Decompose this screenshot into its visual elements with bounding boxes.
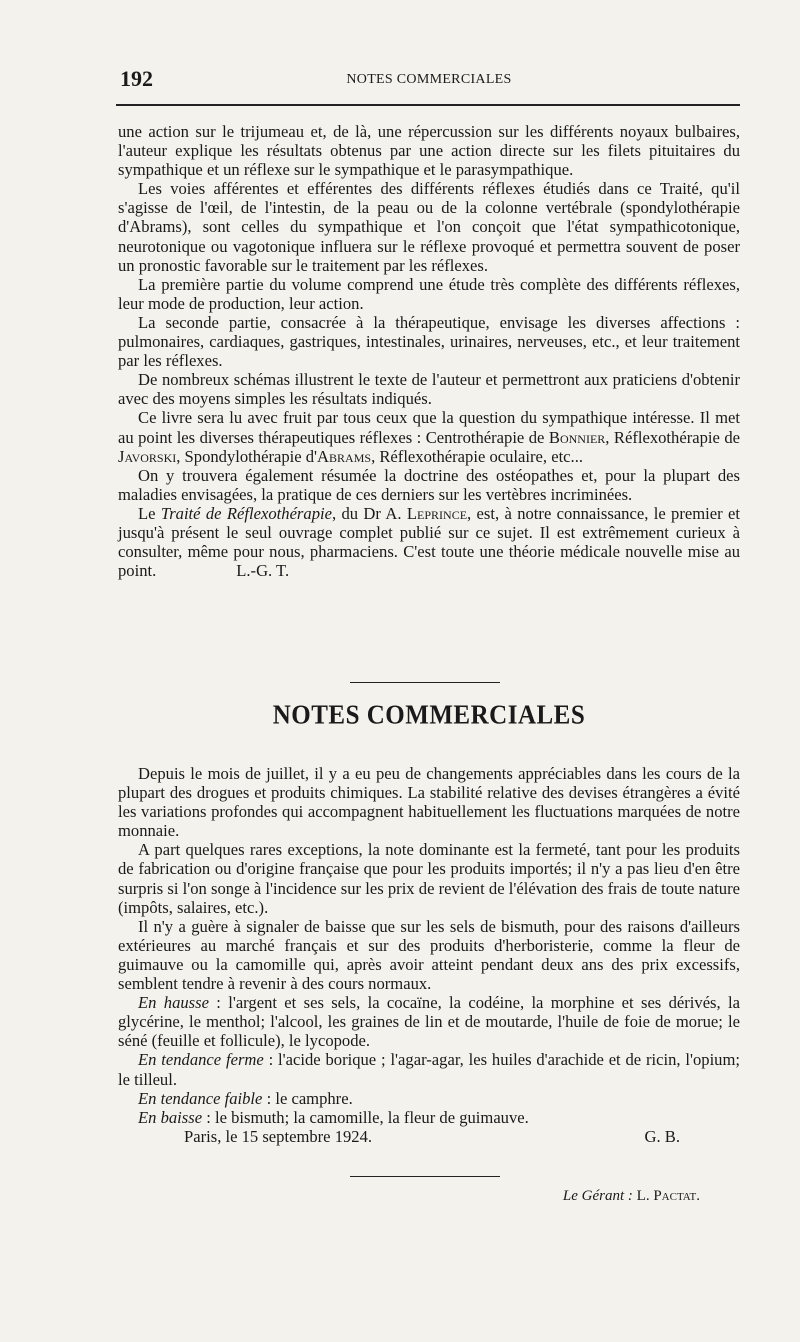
notes-paragraph: A part quelques rares exceptions, la note dominante est la fermeté, tant pour les produits de fabrication ou d'origine française que pour les produits importés; il n'y a pas lieu d'en être surpris si l'on songe à l'incidence sur les prix de revient de l'élévation des frais de toute nature (impôts, salaires, etc.). <box>118 840 740 917</box>
page-header <box>118 66 740 106</box>
review-paragraph: Les voies afférentes et efférentes des différents réflexes étudiés dans ce Traité, qu'il s'agisse de l'œil, de l'intestin, de la peau ou de la colonne vertébrale (spondylothérapie d'Abrams), sont celles du sympathique et l'on conçoit que l'état sympathicotonique, neurotonique ou vagotonique influera sur le réflexe provoqué et permettra souvent de poser un pronostic favorable sur le traitement par les réflexes. <box>118 179 740 275</box>
firm-trend-entry <box>118 1050 740 1088</box>
book-title: Traité de Réflexothérapie <box>160 503 332 523</box>
text-run: , du Dr A. <box>331 503 407 523</box>
review-paragraph: La première partie du volume comprend une étude très complète des différents réflexes, leur mode de production, leur action. <box>118 274 740 313</box>
notes-signature: G. B. <box>644 1126 680 1146</box>
author-name: Javorski <box>118 446 177 466</box>
entry-text: : l'acide borique ; l'agar-agar, les huiles d'arachide et de ricin, l'opium; le tilleul. <box>118 1050 741 1089</box>
section-divider <box>350 682 500 683</box>
weak-trend-entry <box>118 1089 740 1108</box>
text-run: , Réflexothérapie de <box>605 427 740 447</box>
book-review <box>118 122 740 580</box>
price-rise-entry <box>118 993 740 1050</box>
manager-name: L. Pactat. <box>636 1188 700 1204</box>
review-paragraph: On y trouvera également résumée la doctrine des ostéopathes et, pour la plupart des maladies envisagées, la pratique de ces derniers sur les vertèbres incriminées. <box>118 465 740 504</box>
page-number: 192 <box>120 66 153 91</box>
end-divider <box>350 1176 500 1177</box>
entry-text: : le camphre. <box>262 1088 353 1108</box>
text-run: , Spondylothérapie d' <box>176 446 318 466</box>
author-name: Leprince <box>406 503 468 523</box>
text-run: Ce livre sera lu avec fruit par tous ceux que la question du sympathique intéresse. Il met au point les diverses thérapeutiques réflexes : Centrothérapie de <box>118 408 740 447</box>
price-drop-entry <box>118 1108 740 1127</box>
entry-label: En tendance faible <box>138 1088 263 1108</box>
review-paragraph <box>118 504 740 580</box>
entry-label: En hausse <box>138 993 209 1013</box>
commercial-notes <box>118 764 740 1146</box>
dateline: Paris, le 15 septembre 1924. <box>184 1126 373 1146</box>
review-paragraph <box>118 408 740 465</box>
notes-paragraph: Depuis le mois de juillet, il y a eu peu de changements appréciables dans les cours de la plupart des drogues et produits chimiques. La stabilité relative des devises étrangères a évité les variations profondes qui accompagnent habituellement les fluctuations marquées de notre monnaie. <box>118 764 740 841</box>
review-paragraph: La seconde partie, consacrée à la thérapeutique, envisage les diverses affections : pulmonaires, cardiaques, gastriques, intestinales, urinaires, nerveuses, etc., et leur traitement par les réflexes. <box>118 312 740 371</box>
review-signature: L.-G. T. <box>236 561 290 581</box>
review-paragraph: De nombreux schémas illustrent le texte de l'auteur et permettront aux praticiens d'obtenir avec des moyens simples les résultats indiqués. <box>118 370 740 409</box>
section-title: NOTES COMMERCIALES <box>272 700 586 731</box>
entry-text: : le bismuth; la camomille, la fleur de guimauve. <box>202 1107 529 1127</box>
notes-paragraph: Il n'y a guère à signaler de baisse que sur les sels de bismuth, pour des raisons d'ailleurs extérieures au marché français et sur des produits d'herboristerie, comme la fleur de guimauve ou la camomille qui, après avoir atteint pendant deux ans des prix excessifs, semblent tendre à revenir à des cours normaux. <box>118 916 740 994</box>
entry-label: En baisse <box>138 1107 203 1127</box>
running-title: NOTES COMMERCIALES <box>346 72 512 87</box>
entry-label: En tendance ferme <box>138 1050 264 1070</box>
dateline-row <box>118 1127 740 1146</box>
text-run: , est, à notre connaissance, le premier et jusqu'à présent le seul ouvrage complet publié sur ce sujet. Il est extrêmement curieux à consulter, même pour nous, pharmaciens. C'est toute une théorie médicale nouvelle mise au point. <box>118 503 740 581</box>
review-paragraph: une action sur le trijumeau et, de là, une répercussion sur les différents noyaux bulbaires, l'auteur explique les résultats obtenus par une action directe sur les filets pituitaires du sympathique et un réflexe sur le sympathique et le parasympathique. <box>118 122 740 180</box>
author-name: Abrams <box>317 446 372 466</box>
entry-text: : l'argent et ses sels, la cocaïne, la codéine, la morphine et ses dérivés, la glycérine, le menthol; l'alcool, les graines de lin et de moutarde, l'huile de foie de morue; le séné (feuille et follicule), le lycopode. <box>118 993 740 1051</box>
text-run: Le <box>138 503 161 523</box>
manager-line <box>118 1188 700 1205</box>
manager-role: Le Gérant : <box>562 1188 633 1204</box>
author-name: Bonnier <box>548 427 606 447</box>
text-run: , Réflexothérapie oculaire, etc... <box>371 446 583 466</box>
header-rule <box>116 104 740 106</box>
